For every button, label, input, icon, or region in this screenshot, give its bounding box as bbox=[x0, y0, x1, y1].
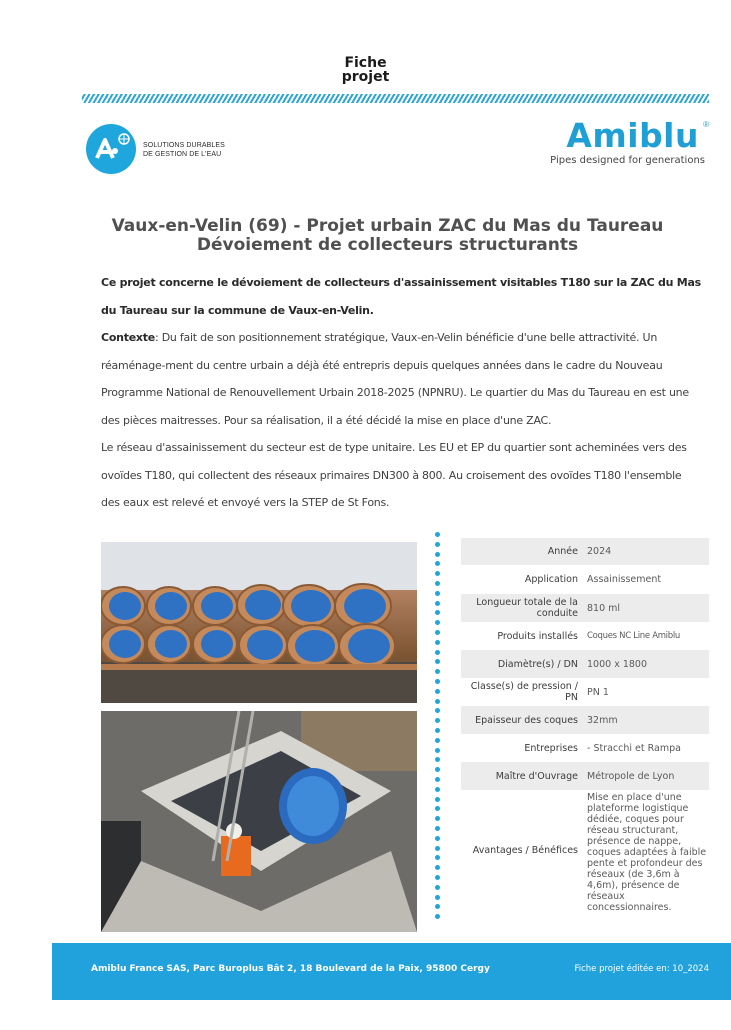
spec-label: Application bbox=[524, 574, 578, 585]
title-line-1: Fiche bbox=[344, 55, 387, 71]
separator-dot bbox=[435, 620, 440, 625]
separator-dot bbox=[435, 659, 440, 664]
network-paragraph: Le réseau d'assainissement du secteur est de type unitaire. Les EU et EP du quartier sont acheminées vers des ovoïdes T180, qui collectent des réseaux primaires DN300 à 800. Au croisement des ovoïdes T180 l'ensemble des eaux est relevé et envoyé vers la STEP de St Fons. bbox=[101, 441, 687, 509]
context-paragraph: : Du fait de son positionnement stratégique, Vaux-en-Velin bénéficie d'une belle attractivité. Un réaménage-ment du centre urbain a déjà été entrepris depuis quelques années dans le cadre du Nouveau Programme National de Renouvellement Urbain 2018-2025 (NPNRU). Le quartier du Mas du Taureau en est une des pièces maitresses. Pour sa réalisation, il a été décidé la mise en place d'une ZAC. bbox=[101, 331, 689, 427]
separator-dot bbox=[435, 630, 440, 635]
separator-dot bbox=[435, 767, 440, 772]
separator-dot bbox=[435, 542, 440, 547]
manhole-installation-photo bbox=[101, 711, 417, 932]
separator-dot bbox=[435, 561, 440, 566]
spec-value: Métropole de Lyon bbox=[587, 770, 675, 782]
spec-value: - Stracchi et Rampa bbox=[587, 742, 681, 754]
separator-dot bbox=[435, 708, 440, 713]
separator-dot bbox=[435, 689, 440, 694]
water-drop-logo-icon bbox=[86, 124, 136, 174]
separator-dot bbox=[435, 895, 440, 900]
spec-value: Assainissement bbox=[587, 574, 662, 585]
spec-row-pressure bbox=[461, 678, 709, 706]
spec-value: Mise en place d'une plateforme logistique dédiée, coques pour réseau structurant, présence de nappe, coques adaptées à faible pente et profondeur des réseaux (de 3,6m à 4,6m), présence de réseaux concessionnaires. bbox=[587, 792, 707, 913]
separator-dot bbox=[435, 904, 440, 909]
separator-dot bbox=[435, 787, 440, 792]
project-title-line-2: Dévoiement de collecteurs structurants bbox=[196, 235, 579, 255]
separator-dot bbox=[435, 552, 440, 557]
pipe-shells-stack-photo bbox=[101, 542, 417, 703]
edition-date: Fiche projet éditée en: 10_2024 bbox=[574, 964, 709, 974]
spec-row-benefits bbox=[461, 790, 709, 913]
context-label: Contexte bbox=[101, 331, 155, 344]
spec-label: Entreprises bbox=[524, 742, 578, 754]
separator-dot bbox=[435, 806, 440, 811]
separator-dot bbox=[435, 797, 440, 802]
title-line-2: projet bbox=[341, 69, 390, 85]
separator-dot bbox=[435, 669, 440, 674]
separator-dot bbox=[435, 679, 440, 684]
footer-bar bbox=[52, 943, 731, 1000]
spec-label: Année bbox=[547, 546, 578, 557]
separator-dot bbox=[435, 748, 440, 753]
spec-label: Avantages / Bénéfices bbox=[472, 844, 578, 856]
brand-name: Amiblu bbox=[566, 116, 699, 155]
project-title bbox=[0, 217, 731, 255]
spec-row-year bbox=[461, 538, 709, 565]
company-address: Amiblu France SAS, Parc Buroplus Bât 2, 18 Boulevard de la Paix, 95800 Cergy bbox=[91, 964, 490, 974]
separator-dot bbox=[435, 591, 440, 596]
spec-row-application bbox=[461, 565, 709, 594]
dotted-separator bbox=[434, 532, 442, 924]
logo-text-line-1: SOLUTIONS DURABLES bbox=[143, 142, 225, 149]
amiblu-logo bbox=[539, 116, 709, 172]
separator-dot bbox=[435, 865, 440, 870]
hatched-divider bbox=[82, 94, 709, 103]
spec-value: 2024 bbox=[587, 546, 612, 557]
spec-row-thickness bbox=[461, 706, 709, 734]
spec-label: Classe(s) de pression / PN bbox=[470, 681, 578, 703]
separator-dot bbox=[435, 836, 440, 841]
separator-dot bbox=[435, 728, 440, 733]
separator-dot bbox=[435, 914, 440, 919]
separator-dot bbox=[435, 650, 440, 655]
spec-row-owner bbox=[461, 762, 709, 790]
spec-label: Longueur totale de la conduite bbox=[476, 597, 578, 619]
separator-dot bbox=[435, 885, 440, 890]
project-title-line-1: Vaux-en-Velin (69) - Projet urbain ZAC du Mas du Taureau bbox=[111, 216, 664, 236]
sustainable-water-logo bbox=[86, 124, 236, 174]
separator-dot bbox=[435, 875, 440, 880]
spec-label: Diamètre(s) / DN bbox=[497, 658, 578, 670]
spec-label: Produits installés bbox=[497, 630, 578, 642]
brand-tagline: Pipes designed for generations bbox=[550, 155, 705, 166]
separator-dot bbox=[435, 571, 440, 576]
separator-dot bbox=[435, 718, 440, 723]
separator-dot bbox=[435, 699, 440, 704]
spec-value: 810 ml bbox=[587, 602, 621, 614]
project-specs-table bbox=[461, 538, 709, 913]
project-description bbox=[101, 269, 701, 517]
registered-mark: ® bbox=[703, 120, 709, 129]
separator-dot bbox=[435, 777, 440, 782]
separator-dot bbox=[435, 757, 440, 762]
separator-dot bbox=[435, 601, 440, 606]
spec-row-diameter bbox=[461, 650, 709, 678]
separator-dot bbox=[435, 581, 440, 586]
separator-dot bbox=[435, 855, 440, 860]
document-type-title bbox=[0, 56, 731, 84]
separator-dot bbox=[435, 610, 440, 615]
spec-value: PN 1 bbox=[587, 686, 609, 698]
spec-label: Epaisseur des coques bbox=[475, 714, 578, 726]
spec-label: Maître d'Ouvrage bbox=[495, 770, 578, 782]
intro-paragraph: Ce projet concerne le dévoiement de collecteurs d'assainissement visitables T180 sur la ZAC du Mas du Taureau sur la commune de Vaux-en-Velin. bbox=[101, 276, 701, 317]
spec-value: 32mm bbox=[587, 714, 618, 726]
spec-row-length bbox=[461, 594, 709, 622]
separator-dot bbox=[435, 640, 440, 645]
spec-value: Coques NC Line Amiblu bbox=[587, 630, 680, 641]
separator-dot bbox=[435, 826, 440, 831]
spec-value: 1000 x 1800 bbox=[587, 658, 648, 670]
separator-dot bbox=[435, 532, 440, 537]
spec-row-products bbox=[461, 622, 709, 650]
separator-dot bbox=[435, 738, 440, 743]
spec-row-contractors bbox=[461, 734, 709, 762]
logo-text-line-2: DE GESTION DE L'EAU bbox=[143, 151, 222, 158]
separator-dot bbox=[435, 846, 440, 851]
separator-dot bbox=[435, 816, 440, 821]
